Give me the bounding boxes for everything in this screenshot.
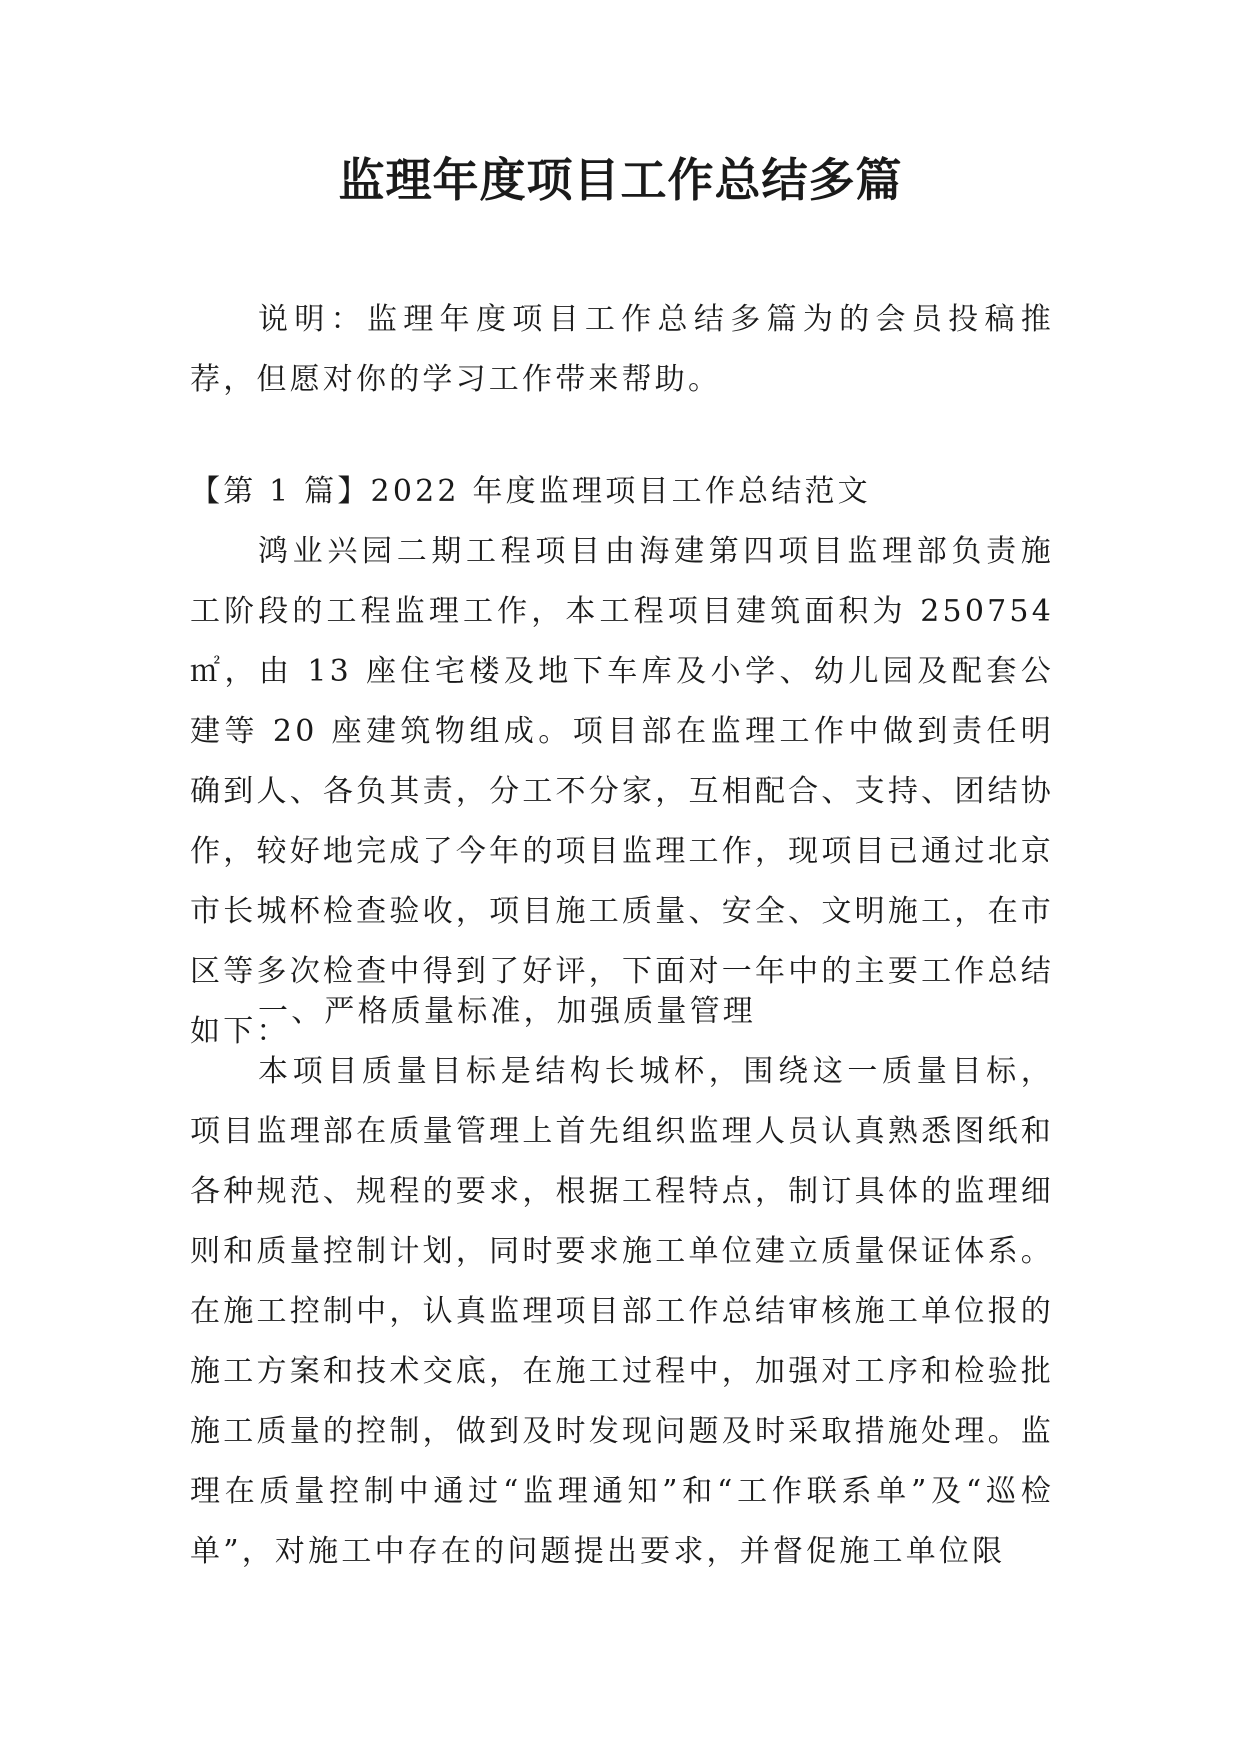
body-paragraph-1: 鸿业兴园二期工程项目由海建第四项目监理部负责施工阶段的工程监理工作，本工程项目建筑面积为 250754㎡，由 13 座住宅楼及地下车库及小学、幼儿园及配套公建等 20 座建筑物组成。项目部在监理工作中做到责任明确到人、各负其责，分工不分家，互相配合、支持、团结协作，较好地完成了今年的项目监理工作，现项目已通过北京市长城杯检查验收，项目施工质量、安全、文明施工，在市区等多次检查中得到了好评，下面对一年中的主要工作总结如下： — [190, 534, 1054, 1049]
intro-paragraph: 说明：监理年度项目工作总结多篇为的会员投稿推荐，但愿对你的学习工作带来帮助。 — [190, 302, 1054, 397]
body-paragraph-2: 本项目质量目标是结构长城杯，围绕这一质量目标，项目监理部在质量管理上首先组织监理人员认真熟悉图纸和各种规范、规程的要求，根据工程特点，制订具体的监理细则和质量控制计划，同时要求施工单位建立质量保证体系。在施工控制中，认真监理项目部工作总结审核施工单位报的施工方案和技术交底，在施工过程中，加强对工序和检验批施工质量的控制，做到及时发现问题及时采取措施处理。监理在质量控制中通过“监理通知”和“工作联系单”及“巡检单”，对施工中存在的问题提出要求，并督促施工单位限 — [190, 1054, 1054, 1569]
section-heading: 一、严格质量标准，加强质量管理 — [258, 994, 756, 1029]
document-title: 监理年度项目工作总结多篇 — [338, 153, 903, 207]
chapter-heading: 【第 1 篇】2022 年度监理项目工作总结范文 — [190, 474, 871, 509]
